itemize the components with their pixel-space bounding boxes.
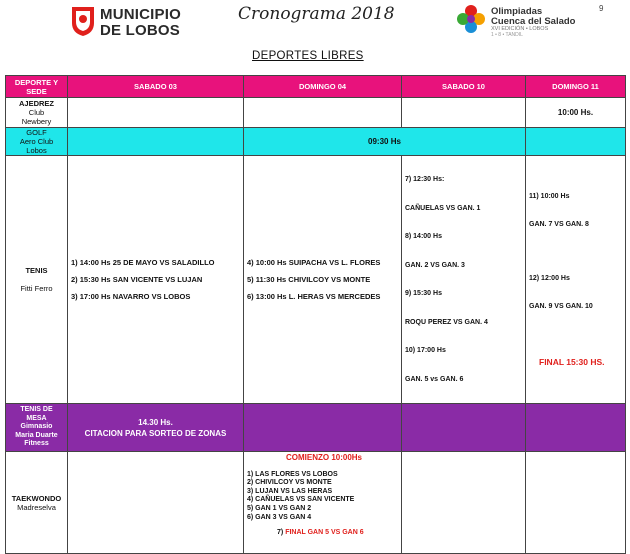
municipio-logo [70, 4, 210, 44]
match-item: GAN. 2 VS GAN. 3 [405, 261, 465, 269]
cell-taekwondo-dom11 [526, 452, 626, 554]
olimpiadas-line3: XVI EDICIÓN • LOBOS [491, 26, 549, 32]
cell-golf-dom11 [526, 128, 626, 156]
header-row [6, 76, 626, 98]
match-item: 11) 10:00 Hs [529, 192, 570, 200]
olimpiadas-line2: Cuenca del Salado [491, 16, 576, 27]
row-tenis [6, 156, 626, 404]
match-item: 7) 12:30 Hs: [405, 176, 445, 183]
match-item: 4) CAÑUELAS VS SAN VICENTE [247, 496, 355, 504]
col-header-sabado-03: SABADO 03 [68, 76, 244, 98]
match-item: 1) 14:00 Hs 25 DE MAYO VS SALADILLO [71, 257, 215, 267]
venue-line1: Madreselva [17, 502, 56, 512]
match-item: CAÑUELAS VS GAN. 1 [405, 204, 481, 212]
cell-taekwondo-sab10 [402, 452, 526, 554]
col-header-domingo-11: DOMINGO 11 [526, 76, 626, 98]
venue-line3: Fitness [24, 440, 49, 448]
municipio-seal-icon [70, 5, 96, 37]
match-item: 6) GAN 3 VS GAN 4 [247, 513, 312, 521]
sport-name: GOLF [26, 128, 47, 137]
olimpiadas-flower-icon [455, 3, 487, 35]
olimpiadas-logo [455, 3, 595, 39]
match-item: 10) 17:00 Hs [405, 347, 446, 354]
venue-line1: Gimnasio [20, 423, 53, 431]
venue-line2: Lobos [26, 146, 47, 155]
row-golf [6, 128, 626, 156]
start-label: COMIENZO 10:00Hs [285, 453, 363, 462]
sport-cell-taekwondo [6, 452, 68, 554]
match-item: 3) 17:00 Hs NAVARRO VS LOBOS [71, 291, 191, 301]
final-label: FINAL GAN 5 VS GAN 6 [285, 529, 364, 537]
sport-cell-golf [6, 128, 68, 156]
venue-line1: Aero Club [19, 137, 54, 146]
page-number: 9 [599, 4, 604, 13]
cell-taekwondo-dom04 [244, 452, 402, 554]
cell-tenis-dom11 [526, 156, 626, 404]
cell-tenis-dom04 [244, 156, 402, 404]
cell-tenis-mesa-sab10 [402, 404, 526, 452]
match-item: 12) 12:00 Hs [529, 274, 570, 282]
sport-name: TENIS [25, 266, 48, 275]
sport-name-line1: TENIS DE [20, 406, 53, 414]
section-title: DEPORTES LIBRES [252, 50, 364, 62]
event-label: CITACION PARA SORTEO DE ZONAS [84, 428, 227, 438]
match-item: 5) GAN 1 VS GAN 2 [247, 504, 312, 512]
row-tenis-mesa [6, 404, 626, 452]
cell-tenis-mesa-dom04 [244, 404, 402, 452]
venue-line2: Maria Duarte [15, 431, 58, 439]
match-item: 8) 14:00 Hs [405, 233, 442, 240]
cell-ajedrez-dom04 [244, 98, 402, 128]
match-item: GAN. 9 VS GAN. 10 [529, 303, 593, 311]
row-taekwondo [6, 452, 626, 554]
venue-line1: Club [28, 108, 45, 117]
sport-cell-tenis [6, 156, 68, 404]
time-label: 14.30 Hs. [138, 417, 173, 427]
match-item: 4) 10:00 Hs SUIPACHA VS L. FLORES [247, 257, 381, 267]
final-label: FINAL 15:30 HS. [539, 356, 605, 367]
cell-ajedrez-sab03 [68, 98, 244, 128]
olimpiadas-line4: 1 • 8 • TANDIL [491, 32, 523, 38]
sport-name: AJEDREZ [18, 99, 54, 108]
match-item: GAN. 5 vs GAN. 6 [405, 375, 464, 383]
final-match-item [247, 529, 401, 538]
cell-tenis-sab10 [402, 156, 526, 404]
col-header-sport: DEPORTE Y SEDE [6, 76, 68, 98]
page-title: Cronograma 2018 [238, 4, 395, 24]
sport-cell-ajedrez [6, 98, 68, 128]
cell-tenis-mesa-dom11 [526, 404, 626, 452]
cell-tenis-mesa-sab03 [68, 404, 244, 452]
page-header [0, 0, 630, 45]
match-item: ROQU PEREZ VS GAN. 4 [405, 318, 488, 326]
col-header-sabado-10: SABADO 10 [402, 76, 526, 98]
match-item: 2) 15:30 Hs SAN VICENTE VS LUJAN [71, 274, 203, 284]
cell-ajedrez-sab10 [402, 98, 526, 128]
cell-taekwondo-sab03 [68, 452, 244, 554]
municipio-name [100, 7, 181, 39]
municipio-line2: DE LOBOS [100, 22, 180, 39]
sport-cell-tenis-mesa [6, 404, 68, 452]
match-item: 5) 11:30 Hs CHIVILCOY VS MONTE [247, 274, 371, 284]
match-item: GAN. 7 VS GAN. 8 [529, 221, 589, 229]
municipio-line1: MUNICIPIO [100, 6, 181, 23]
cell-tenis-sab03 [68, 156, 244, 404]
col-header-domingo-04: DOMINGO 04 [244, 76, 402, 98]
cell-golf-sab03 [68, 128, 244, 156]
row-ajedrez [6, 98, 626, 128]
sport-name: TAEKWONDO [11, 493, 62, 503]
schedule-table [5, 75, 626, 554]
venue-line2: Newbery [21, 117, 52, 126]
match-item: 3) LUJAN VS LAS HERAS [247, 487, 333, 495]
match-item: 1) LAS FLORES VS LOBOS [247, 470, 338, 478]
venue-line1: Fitti Ferro [20, 284, 53, 293]
cell-golf-dom04: 09:30 Hs [244, 128, 526, 156]
final-number: 7) [277, 529, 284, 537]
match-item: 2) CHIVILCOY VS MONTE [247, 479, 332, 487]
olimpiadas-line1: Olimpiadas [491, 6, 543, 17]
match-item: 9) 15:30 Hs [405, 290, 442, 297]
sport-name-line2: MESA [26, 414, 47, 422]
match-item: 6) 13:00 Hs L. HERAS VS MERCEDES [247, 291, 381, 301]
cell-ajedrez-dom11: 10:00 Hs. [526, 98, 626, 128]
